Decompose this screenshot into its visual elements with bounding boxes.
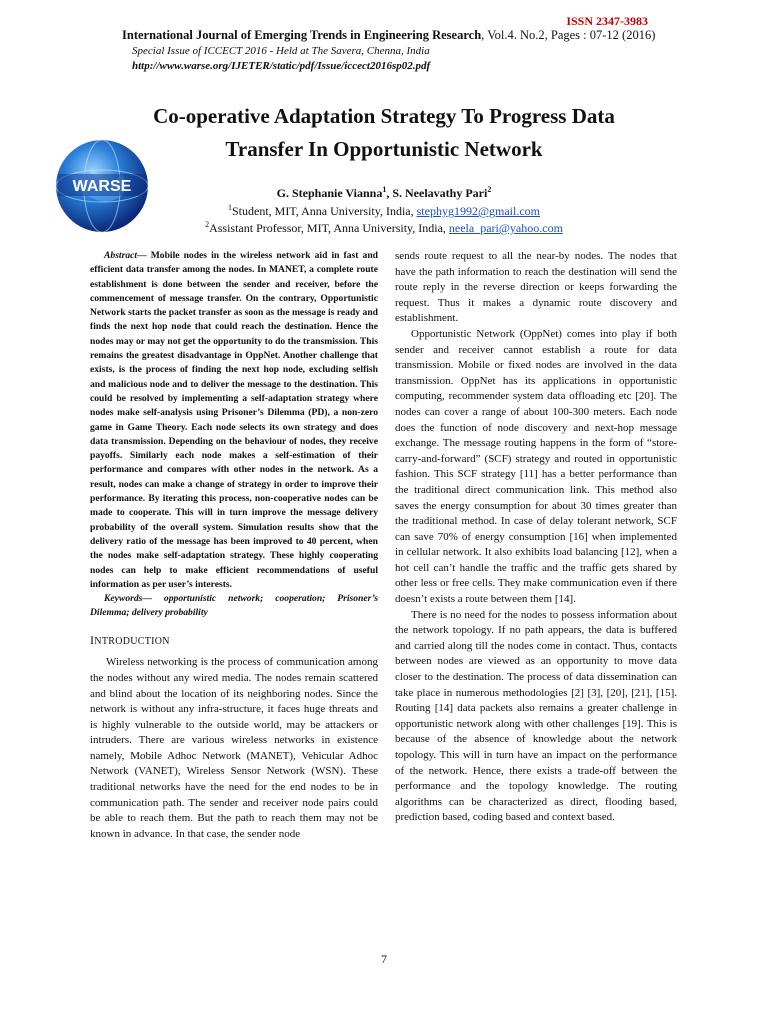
abstract-label: Abstract	[104, 250, 138, 261]
journal-citation	[122, 28, 655, 43]
abstract	[90, 249, 378, 592]
heading-rest: NTRODUCTION	[94, 635, 170, 647]
left-column	[90, 249, 378, 842]
author-separator: ,	[386, 186, 393, 200]
affiliation-1-text: Student, MIT, Anna University, India,	[231, 204, 417, 218]
affiliation-1	[0, 203, 768, 219]
intro-paragraph-continued: sends route request to all the near-by nodes. The nodes that have the path information to reach the destination will send the route reply in the reverse direction or keeps forwarding the request. Thus it makes a dynamic route discovery and establishment.	[395, 250, 677, 325]
journal-name: International Journal of Emerging Trends in Engineering Research	[122, 28, 482, 42]
paper-url[interactable]: http://www.warse.org/IJETER/static/pdf/Issue/iccect2016sp02.pdf	[132, 60, 431, 72]
page-number: 7	[381, 952, 387, 966]
affiliation-1-sup: 1	[227, 203, 232, 212]
right-column	[395, 249, 677, 826]
journal-details: , Vol.4. No.2, Pages : 07-12 (2016)	[481, 28, 656, 42]
author-1: G. Stephanie Vianna	[276, 186, 383, 200]
intro-paragraph-2: Opportunistic Network (OppNet) comes into play if both sender and receiver cannot establish a route for data transmission. Mobile or fixed nodes are involved in the data transmission. OppNet has its applications in opportunistic computing, recommender system data offloading etc [20]. The nodes can cover a range of about 100-300 meters. Each node does the function of node discovery and next-hop message exchange. The message routing happens in the form of “store-carry-and-forward” (SCF) strategy and routed in opportunistic fashion. This SCF strategy [11] has a better performance than the traditional direct communication link. This method also saves the energy consumption for about 30 times greater than the traditional method. In case of delay tolerant network, SCF can save 70% of energy consumption [16] when implemented in cellular network. It also exhibits load balancing [12], when a hot cell can’t handle the traffic and the traffic gets shared by other less or free cells. They make communication even if there doesn’t exists a route between them [14].	[395, 327, 677, 606]
intro-paragraph-1: Wireless networking is the process of communication among the nodes without any wired media. The nodes remain scattered and blind about the location of its neighboring nodes. Since the network is without any infra-structure, it faces huge threats and is highly vulnerable to the outside world, may be attackers or intruders. There are various wireless networks in existence namely, Mobile Adhoc Network (MANET), Vehicular Adhoc Network (VANET), Wireless Sensor Network (WSN). These traditional networks have the need for the end nodes to be in communication path. The sender and receiver node pairs could be able to reach them. But the path to reach them may not be known in advance. In that case, the sender node	[90, 656, 378, 840]
title-line-1: Co-operative Adaptation Strategy To Progress Data	[153, 104, 615, 128]
logo-text: WARSE	[72, 178, 132, 195]
section-heading-introduction	[90, 633, 378, 650]
special-issue-line: Special Issue of ICCECT 2016 - Held at The Savera, Chenna, India	[132, 45, 430, 57]
author-2: S. Neelavathy Pari	[392, 186, 488, 200]
author-1-sup: 1	[382, 185, 387, 194]
abstract-text: Mobile nodes in the wireless network aid in fast and efficient data transfer among the nodes. In MANET, a complete route establishment is done between the sender and receiver, before the commencement of message transfer. On the contrary, Opportunistic Network starts the packet transfer as soon as the message is ready and finds the next hop node that could reach the destination. Hence the nodes may or may not get the opportunity to do the transmission. This remains the greatest disadvantage in OppNet. Another challenge that exists, is the process of finding the next hop node, excluding selfish and malicious node and to deliver the message to the destination. This could be resolved by implementing a self-adaptation strategy where nodes make self-analysis using Prisoner’s Dilemma (PD), a non-zero game in Game Theory. Each node selects its own strategy and does data transmission. Depending on the behaviour of nodes, they receive payoffs. Similarly each node makes a self-estimation of their performance and compares with other nodes in the network. As a result, nodes can make a change of strategy in order to improve their performance. By iterating this process, non-cooperative nodes can be made to cooperate. This will in turn improve the message delivery probability of the overall system. Simulation results show that the delivery ratio of the message has been improved to 40 percent, when the nodes make self-adaptation strategy. These highly cooperating nodes can help to make efficient recommendations of useful information as per user’s interests.	[90, 250, 379, 590]
heading-initial: I	[90, 632, 95, 647]
title-line-2: Transfer In Opportunistic Network	[225, 137, 543, 161]
keywords: Keywords— opportunistic network; cooperation; Prisoner’s Dilemma; delivery probability	[90, 593, 378, 619]
issn-number: ISSN 2347-3983	[566, 14, 648, 28]
abstract-dash: —	[137, 250, 151, 261]
affiliation-2-text: Assistant Professor, MIT, Anna University, India,	[209, 221, 449, 235]
author-line	[0, 185, 768, 201]
email-link-1[interactable]: stephyg1992@gmail.com	[416, 204, 540, 218]
intro-paragraph-3: There is no need for the nodes to possess information about the network topology. If no path appears, the data is buffered and carried along till the nodes come in contact. Thus, contacts between nodes are viewed as an opportunity to move data closer to the destination. The process of data dissemination can take place in numerous methodologies [2] [3], [20], [21], [15]. Routing [14] data packets also remains a greater challenge in opportunistic network along with other challenges [19]. This is because of the absence of knowledge about the network topology. This will in turn have an impact on the performance of the network. Hence, there exists a trade-off between the performance and the topology knowledge. The routing algorithms can be characterized as direct, flooding based, prediction based, coding based and context based.	[395, 608, 677, 824]
author-2-sup: 2	[487, 185, 492, 194]
email-link-2[interactable]: neela_pari@yahoo.com	[448, 221, 563, 235]
affiliation-2-sup: 2	[205, 220, 210, 229]
affiliation-2	[0, 220, 768, 236]
